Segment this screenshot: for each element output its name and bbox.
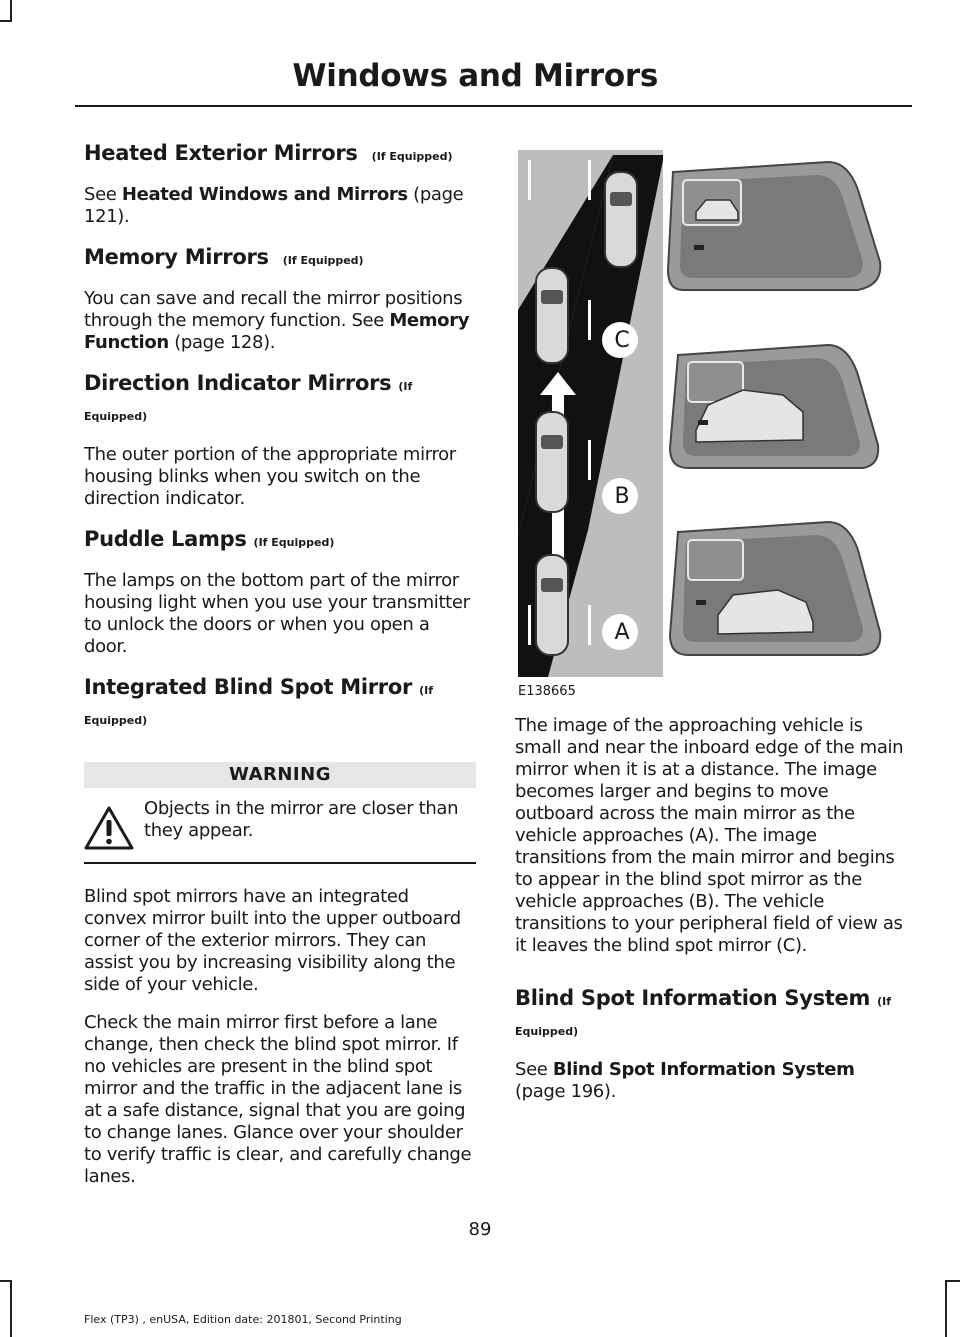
bsis-text: See Blind Spot Information System (page 196). bbox=[515, 1059, 855, 1102]
page-title: Windows and Mirrors bbox=[292, 58, 658, 94]
footer-edition: Flex (TP3) , enUSA, Edition date: 201801, Second Printing bbox=[84, 1313, 402, 1326]
header-divider bbox=[75, 105, 912, 107]
section-memory-mirrors bbox=[84, 244, 476, 354]
heading-memory-mirrors: Memory Mirrors (If Equipped) bbox=[84, 245, 364, 269]
figure-label-a: A bbox=[614, 620, 630, 645]
blind-spot-mirror-text-2: Check the main mirror first before a lane change, then check the blind spot mirror. If no vehicles are present in the blind spot mirror and the traffic in the adjacent lane is at a safe distance, signal that you are going to change lanes. Glance over your shoulder to verify traffic is clear, and carefully change lanes. bbox=[84, 1012, 472, 1187]
page-number: 89 bbox=[468, 1219, 492, 1240]
heading-direction-indicator: Direction Indicator Mirrors (If Equipped) bbox=[84, 371, 413, 423]
blind-spot-mirror-illustration bbox=[518, 150, 910, 677]
crop-mark bbox=[0, 1280, 12, 1282]
crop-mark bbox=[10, 1280, 12, 1337]
puddle-lamps-text: The lamps on the bottom part of the mirror housing light when you use your transmitter to unlock the doors or when you open a door. bbox=[84, 570, 470, 657]
memory-mirrors-text: You can save and recall the mirror positions through the memory function. See Memory Function (page 128). bbox=[84, 288, 470, 353]
warning-triangle-icon bbox=[84, 806, 134, 850]
heading-blind-spot-mirror: Integrated Blind Spot Mirror (If Equipped) bbox=[84, 675, 433, 727]
right-column bbox=[515, 715, 910, 1119]
heading-heated-mirrors: Heated Exterior Mirrors (If Equipped) bbox=[84, 141, 453, 165]
heated-mirrors-text: See Heated Windows and Mirrors (page 121). bbox=[84, 184, 464, 227]
heading-blind-spot-info-system: Blind Spot Information System (If Equipped) bbox=[515, 986, 891, 1038]
warning-text: Objects in the mirror are closer than they appear. bbox=[144, 798, 459, 841]
warning-box bbox=[84, 762, 476, 864]
heated-mirrors-link[interactable]: Heated Windows and Mirrors bbox=[121, 184, 408, 205]
left-column bbox=[84, 140, 476, 1204]
crop-mark bbox=[10, 0, 12, 22]
section-puddle-lamps bbox=[84, 526, 476, 658]
memory-function-link[interactable]: Memory Function bbox=[84, 310, 470, 353]
direction-indicator-text: The outer portion of the appropriate mirror housing blinks when you switch on the direction indicator. bbox=[84, 444, 456, 509]
bsis-link[interactable]: Blind Spot Information System bbox=[552, 1059, 855, 1080]
approaching-vehicle-text: The image of the approaching vehicle is small and near the inboard edge of the main mirror when it is at a distance. The image becomes larger and begins to move outboard across the main mirror as the vehicle approaches (A). The image transitions from the main mirror and begins to appear in the blind spot mirror as the vehicle approaches (B). The vehicle transitions to your peripheral field of view as it leaves the blind spot mirror (C). bbox=[515, 715, 904, 956]
figure-label-b: B bbox=[614, 484, 630, 509]
crop-mark bbox=[0, 20, 12, 22]
warning-body bbox=[84, 788, 476, 864]
section-blind-spot-mirror bbox=[84, 674, 476, 1188]
crop-mark bbox=[945, 1280, 960, 1282]
section-direction-indicator bbox=[84, 370, 476, 510]
figure-code: E138665 bbox=[518, 684, 576, 699]
crop-mark bbox=[945, 1280, 947, 1337]
blind-spot-mirror-text-1: Blind spot mirrors have an integrated convex mirror built into the upper outboard corner of the exterior mirrors. They can assist you by increasing visibility along the side of your vehicle. bbox=[84, 886, 461, 995]
heading-puddle-lamps: Puddle Lamps (If Equipped) bbox=[84, 527, 335, 551]
warning-heading: WARNING bbox=[84, 762, 476, 788]
figure-label-c: C bbox=[614, 328, 630, 353]
section-heated-mirrors bbox=[84, 140, 476, 228]
